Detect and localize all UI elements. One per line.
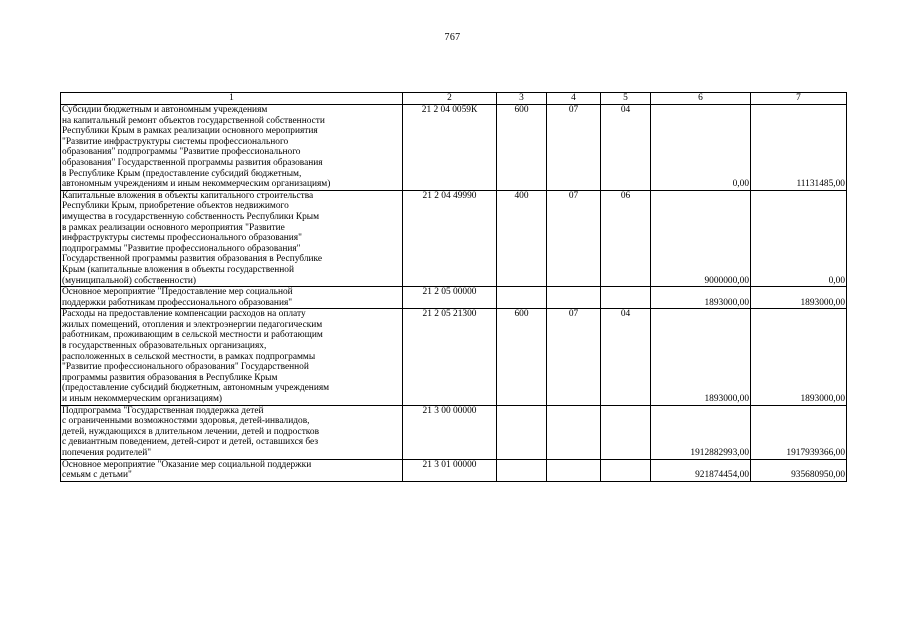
- row-amount-second-year: 935680950,00: [751, 459, 847, 481]
- table-row: [61, 459, 847, 481]
- row-subsection: 04: [601, 105, 651, 191]
- column-header: 7: [751, 93, 847, 105]
- column-header: 5: [601, 93, 651, 105]
- row-subsection: 04: [601, 309, 651, 405]
- row-target-article-code: 21 3 01 00000: [403, 459, 497, 481]
- row-description: Основное мероприятие "Предоставление мер социальной поддержки работникам профессионального образования": [61, 287, 403, 309]
- row-target-article-code: 21 2 04 49990: [403, 190, 497, 286]
- row-section: [547, 459, 601, 481]
- row-amount-second-year: 0,00: [751, 190, 847, 286]
- row-description: Основное мероприятие "Оказание мер социальной поддержки семьям с детьми": [61, 459, 403, 481]
- row-subsection: [601, 287, 651, 309]
- row-subsection: 06: [601, 190, 651, 286]
- row-section: 07: [547, 105, 601, 191]
- table-row: [61, 405, 847, 459]
- row-expense-type: 600: [497, 105, 547, 191]
- row-amount-first-year: 0,00: [651, 105, 751, 191]
- row-target-article-code: 21 2 05 00000: [403, 287, 497, 309]
- row-expense-type: 600: [497, 309, 547, 405]
- row-amount-first-year: 1893000,00: [651, 287, 751, 309]
- row-section: [547, 287, 601, 309]
- header-row: [61, 93, 847, 105]
- row-amount-first-year: 1893000,00: [651, 309, 751, 405]
- column-header: 6: [651, 93, 751, 105]
- column-header: 2: [403, 93, 497, 105]
- row-amount-first-year: 9000000,00: [651, 190, 751, 286]
- row-target-article-code: 21 2 04 0059К: [403, 105, 497, 191]
- table-row: [61, 105, 847, 191]
- row-subsection: [601, 459, 651, 481]
- column-header: 4: [547, 93, 601, 105]
- row-section: [547, 405, 601, 459]
- row-amount-second-year: 1917939366,00: [751, 405, 847, 459]
- page-number: 767: [444, 32, 461, 43]
- row-description: Субсидии бюджетным и автономным учреждениям на капитальный ремонт объектов государственной собственности Республики Крым в рамках реализации основного мероприятия "Развитие инфраструктуры системы профессионального образования" подпрограммы "Развитие профессионального образования" Государственной программы развития образования в Республике Крым (предоставление субсидий бюджетным, автономным учреждениям и иным некоммерческим организациям): [61, 105, 403, 191]
- row-subsection: [601, 405, 651, 459]
- row-description: Расходы на предоставление компенсации расходов на оплату жилых помещений, отопления и электроэнергии педагогическим работникам, проживающим в сельской местности и работающим в государственных образовательных организациях, расположенных в сельской местности, в рамках подпрограммы "Развитие профессионального образования" Государственной программы развития образования в Республике Крым (предоставление субсидий бюджетным, автономным учреждениям и иным некоммерческим организациям): [61, 309, 403, 405]
- row-expense-type: 400: [497, 190, 547, 286]
- row-amount-second-year: 11131485,00: [751, 105, 847, 191]
- table-row: [61, 309, 847, 405]
- row-description: Подпрограмма "Государственная поддержка детей с ограниченными возможностями здоровья, детей-инвалидов, детей, нуждающихся в длительном лечении, детей и подростков с девиантным поведением, детей-сирот и детей, оставшихся без попечения родителей": [61, 405, 403, 459]
- row-expense-type: [497, 459, 547, 481]
- row-amount-second-year: 1893000,00: [751, 287, 847, 309]
- table-row: [61, 287, 847, 309]
- row-amount-second-year: 1893000,00: [751, 309, 847, 405]
- row-amount-first-year: 921874454,00: [651, 459, 751, 481]
- row-amount-first-year: 1912882993,00: [651, 405, 751, 459]
- row-section: 07: [547, 309, 601, 405]
- row-target-article-code: 21 2 05 21300: [403, 309, 497, 405]
- row-target-article-code: 21 3 00 00000: [403, 405, 497, 459]
- column-header: 3: [497, 93, 547, 105]
- table-row: [61, 190, 847, 286]
- budget-table: [60, 92, 847, 482]
- row-expense-type: [497, 287, 547, 309]
- column-header: 1: [61, 93, 403, 105]
- row-expense-type: [497, 405, 547, 459]
- row-section: 07: [547, 190, 601, 286]
- row-description: Капитальные вложения в объекты капитального строительства Республики Крым, приобретение объектов недвижимого имущества в государственную собственность Республики Крым в рамках реализации основного мероприятия "Развитие инфраструктуры системы профессионального образования" подпрограммы "Развитие профессионального образования" Государственной программы развития образования в Республике Крым (капитальные вложения в объекты государственной (муниципальной) собственности): [61, 190, 403, 286]
